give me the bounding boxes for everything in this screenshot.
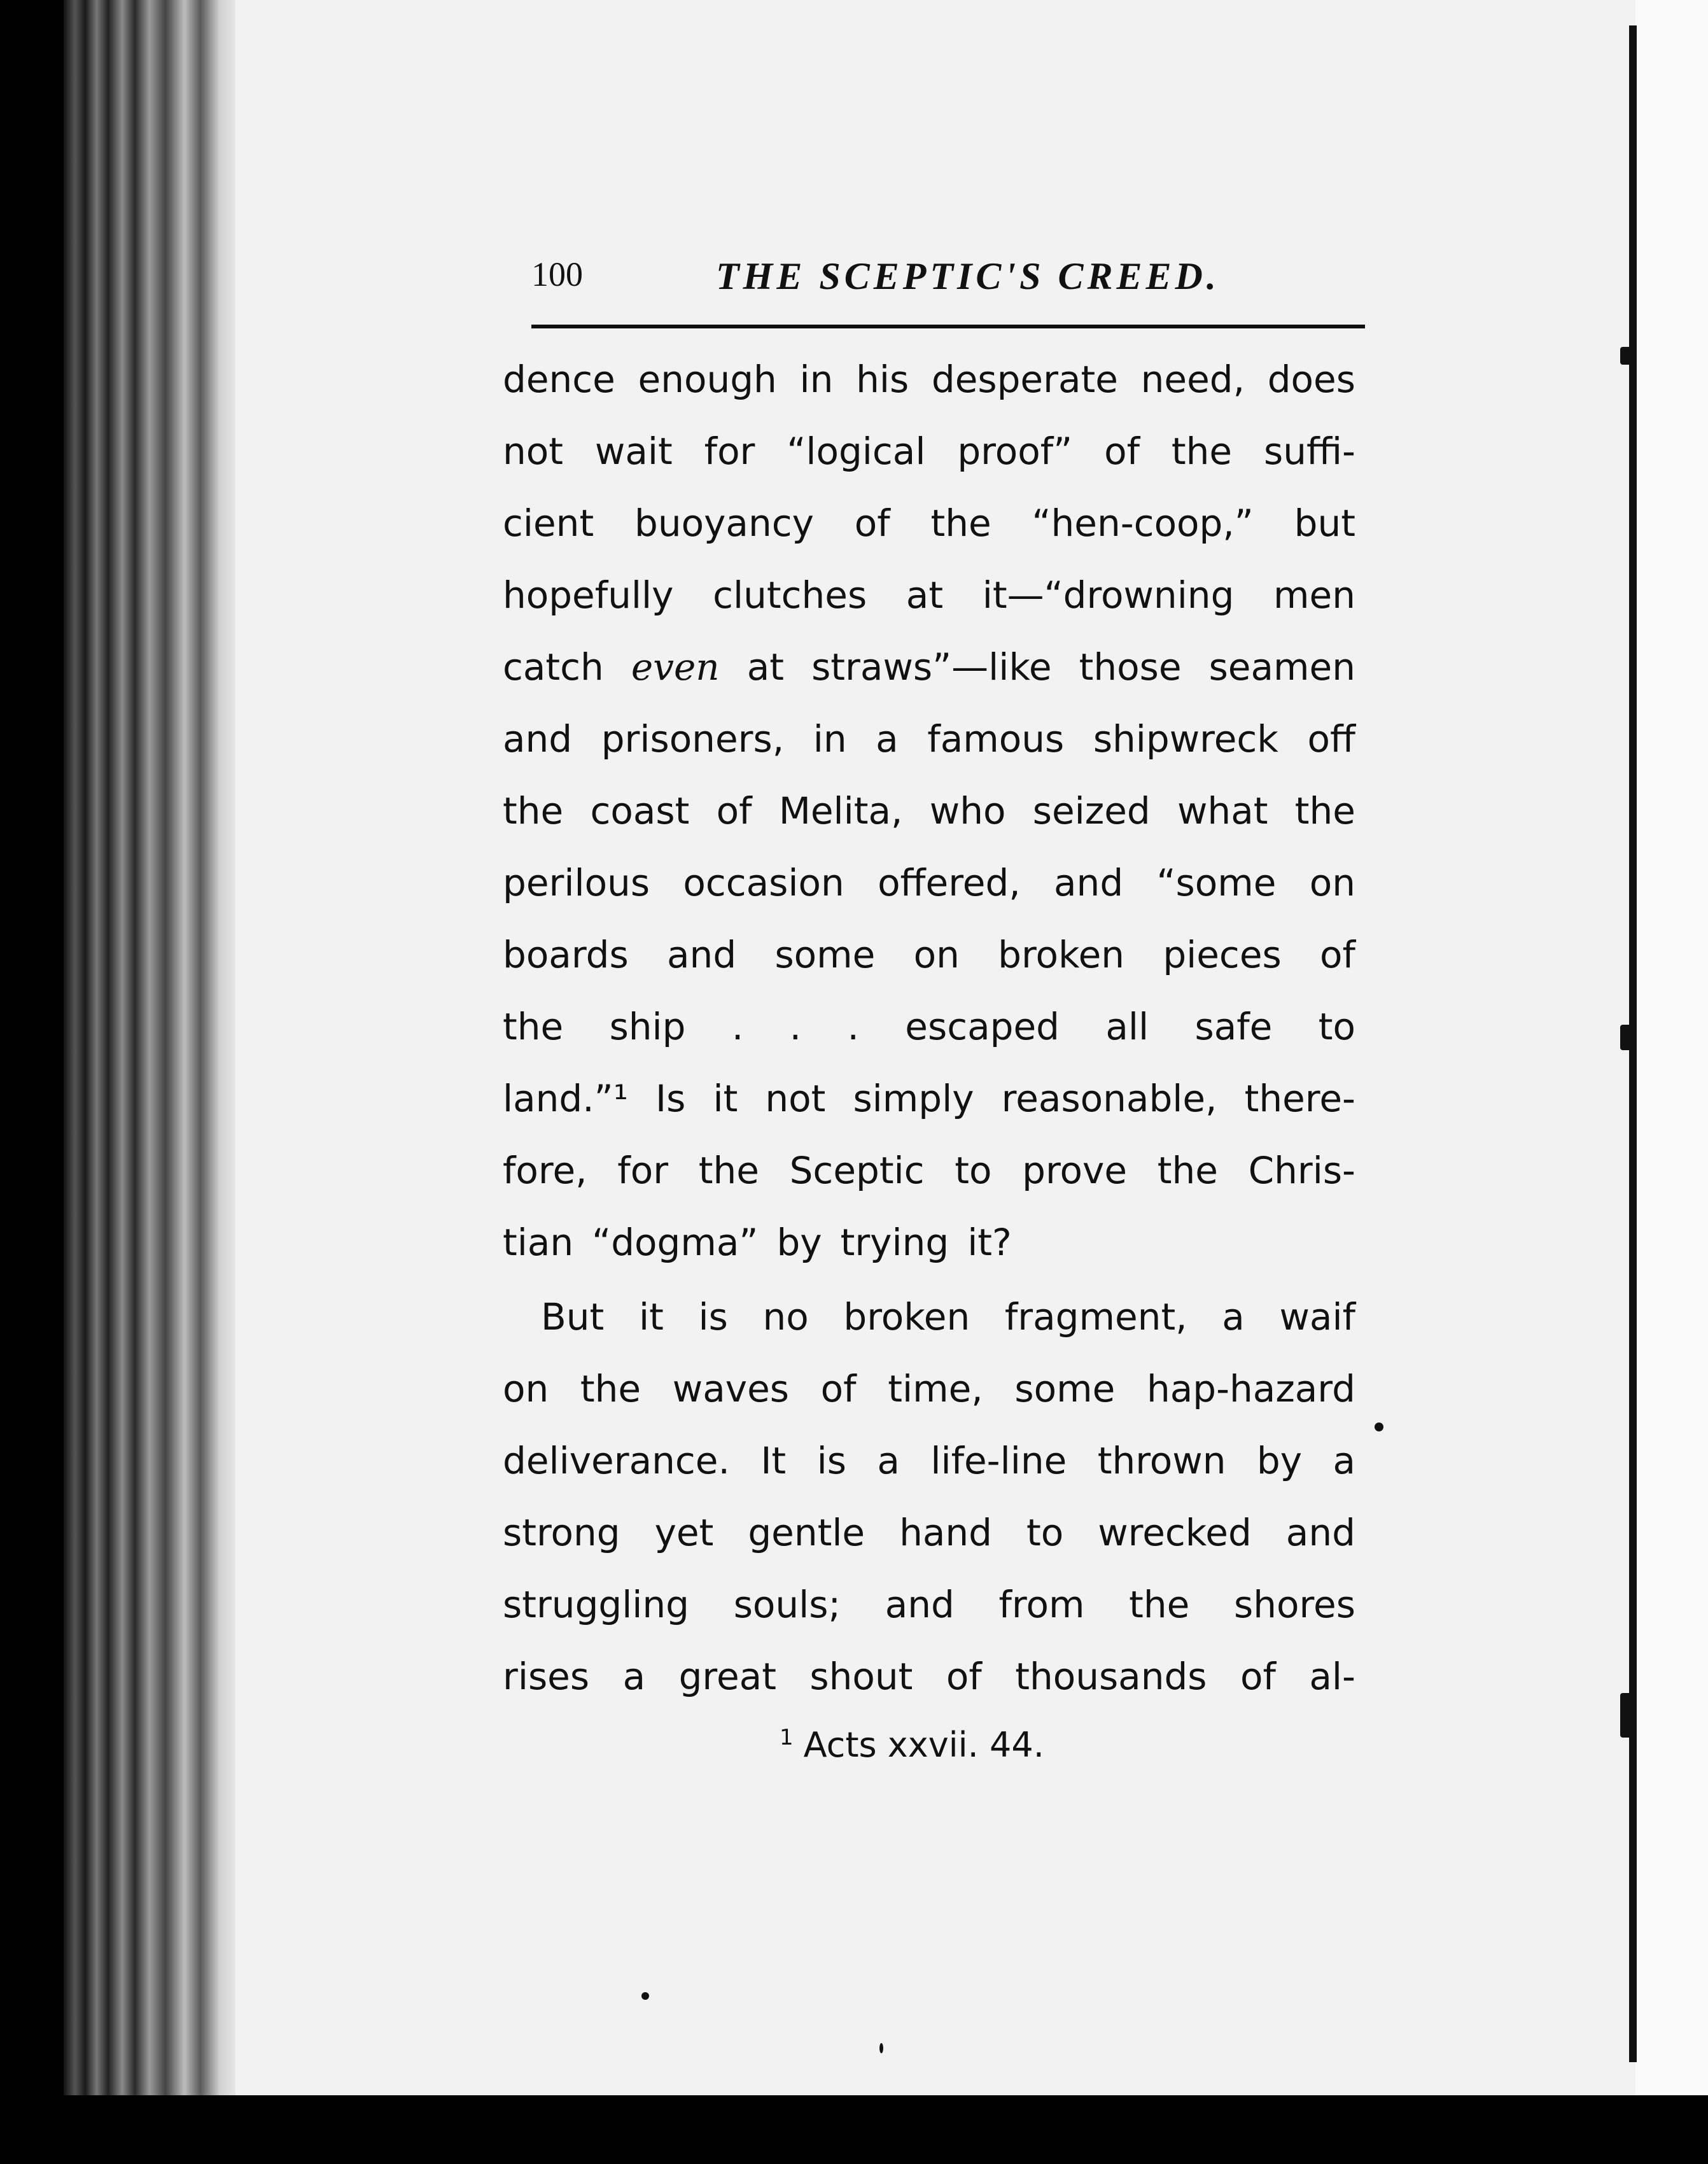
word: waif [1279, 1295, 1355, 1338]
word: But [541, 1295, 605, 1338]
word: trying [840, 1221, 949, 1264]
word: souls; [733, 1583, 841, 1626]
word: fore, [503, 1149, 587, 1192]
word: from [998, 1583, 1085, 1626]
word: “some [1156, 861, 1277, 904]
word: a [1222, 1295, 1245, 1338]
word: the [1157, 1149, 1218, 1192]
word: to [1026, 1511, 1064, 1554]
word: a [622, 1655, 646, 1698]
word: struggling [503, 1583, 690, 1626]
word: great [678, 1655, 776, 1698]
word: broken [998, 933, 1125, 976]
word: thousands [1015, 1655, 1207, 1698]
body-text [503, 344, 1355, 1713]
word: cient [503, 502, 594, 545]
word: of [946, 1655, 982, 1698]
word: men [1273, 573, 1355, 617]
word: . [847, 1005, 859, 1048]
word: his [856, 358, 909, 401]
word: Chris- [1248, 1149, 1355, 1192]
scan-speck [1375, 1423, 1383, 1431]
word: shipwreck [1093, 717, 1278, 761]
word: escaped [905, 1005, 1060, 1048]
word: even [631, 645, 720, 689]
word: simply [853, 1077, 974, 1120]
word: some [1014, 1367, 1116, 1410]
word: prisoners, [601, 717, 785, 761]
text-line [503, 416, 1355, 488]
text-line [503, 703, 1355, 775]
word: pieces [1163, 933, 1282, 976]
word: catch [503, 645, 604, 689]
footnote-text: Acts xxvii. 44. [803, 1725, 1044, 1765]
word: hand [899, 1511, 992, 1554]
book-spine-edge [64, 0, 235, 2164]
word: does [1267, 358, 1355, 401]
scan-speck [879, 2043, 883, 2053]
word: on [913, 933, 960, 976]
scan-speck [1620, 1025, 1634, 1050]
word: enough [638, 358, 777, 401]
word: coast [590, 789, 690, 833]
word: fragment, [1004, 1295, 1187, 1338]
text-line [503, 775, 1355, 847]
word: but [1294, 502, 1355, 545]
word: and [1285, 1511, 1355, 1554]
word: boards [503, 933, 629, 976]
word: prove [1022, 1149, 1128, 1192]
word: of [854, 502, 890, 545]
word: thrown [1097, 1439, 1226, 1482]
text-line [503, 344, 1355, 416]
word: and [885, 1583, 955, 1626]
word: at [746, 645, 785, 689]
scan-speck [641, 1992, 649, 2000]
paragraph-2 [503, 1281, 1355, 1713]
text-line [503, 1425, 1355, 1497]
text-line [503, 847, 1355, 919]
word: in [813, 717, 847, 761]
word: “hen-coop,” [1032, 502, 1254, 545]
word: rises [503, 1655, 590, 1698]
word: shout [809, 1655, 913, 1698]
word: by [776, 1221, 822, 1264]
scan-speck [1620, 1693, 1634, 1738]
word: desperate [931, 358, 1118, 401]
word: perilous [503, 861, 650, 904]
word: it [638, 1295, 664, 1338]
word: buoyancy [634, 502, 814, 545]
word: seamen [1208, 645, 1355, 689]
word: to [1318, 1005, 1355, 1048]
word: “dogma” [592, 1221, 759, 1264]
word: broken [843, 1295, 970, 1338]
word: dence [503, 358, 615, 401]
word: is [698, 1295, 728, 1338]
word: . [789, 1005, 802, 1048]
word: the [1171, 430, 1233, 473]
word: “logical [787, 430, 926, 473]
footnote [780, 1725, 1044, 1765]
word: life-line [930, 1439, 1067, 1482]
word: on [503, 1367, 549, 1410]
word: and [1054, 861, 1124, 904]
word: . [731, 1005, 744, 1048]
word: of [716, 789, 752, 833]
word: on [1309, 861, 1355, 904]
word: Melita, [778, 789, 903, 833]
word: deliverance. [503, 1439, 730, 1482]
word: suffi- [1263, 430, 1355, 473]
page-header [531, 255, 1365, 318]
word: it [713, 1077, 738, 1120]
word: Sceptic [789, 1149, 925, 1192]
word: there- [1244, 1077, 1355, 1120]
text-line [503, 488, 1355, 559]
word: some [774, 933, 876, 976]
word: the [698, 1149, 759, 1192]
word: in [799, 358, 834, 401]
running-title: THE SCEPTIC'S CREED. [716, 255, 1220, 297]
text-line [503, 1641, 1355, 1713]
text-line [503, 1207, 1355, 1279]
word: reasonable, [1001, 1077, 1217, 1120]
word: no [762, 1295, 809, 1338]
text-line [503, 1569, 1355, 1641]
word: what [1177, 789, 1268, 833]
word: waves [672, 1367, 789, 1410]
word: seized [1032, 789, 1151, 833]
word: those [1079, 645, 1182, 689]
word: the [930, 502, 991, 545]
word: of [1320, 933, 1355, 976]
word: for [617, 1149, 669, 1192]
word: the [503, 1005, 564, 1048]
header-rule [531, 325, 1365, 328]
text-line [503, 1353, 1355, 1425]
scan-speck [1620, 347, 1634, 365]
text-line [503, 559, 1355, 631]
word: al- [1309, 1655, 1355, 1698]
text-line [503, 631, 1355, 703]
word: need, [1140, 358, 1245, 401]
word: a [1333, 1439, 1355, 1482]
word: land.”¹ [503, 1077, 628, 1120]
word: of [1104, 430, 1140, 473]
word: tian [503, 1221, 574, 1264]
word: at [906, 573, 944, 617]
word: a [876, 717, 899, 761]
word: off [1307, 717, 1355, 761]
word: proof” [957, 430, 1073, 473]
word: straws”—like [811, 645, 1052, 689]
word: the [1294, 789, 1355, 833]
word: wrecked [1098, 1511, 1252, 1554]
word: shores [1234, 1583, 1355, 1626]
word: the [1129, 1583, 1190, 1626]
word: Is [655, 1077, 686, 1120]
word: strong [503, 1511, 620, 1554]
word: gentle [748, 1511, 865, 1554]
word: hopefully [503, 573, 674, 617]
paragraph-1 [503, 344, 1355, 1279]
text-line [503, 1497, 1355, 1569]
text-line [503, 1063, 1355, 1135]
word: it? [967, 1221, 1012, 1264]
word: the [580, 1367, 641, 1410]
word: hap-hazard [1146, 1367, 1355, 1410]
word: wait [594, 430, 673, 473]
scan-border-bottom [0, 2095, 1708, 2164]
word: by [1256, 1439, 1303, 1482]
page-number: 100 [531, 255, 583, 293]
facing-page-edge [1635, 0, 1708, 2095]
word: of [1240, 1655, 1276, 1698]
word: and [503, 717, 573, 761]
word: is [816, 1439, 846, 1482]
text-line [503, 919, 1355, 991]
word: famous [927, 717, 1065, 761]
text-line [503, 1135, 1355, 1207]
word: to [955, 1149, 992, 1192]
word: occasion [683, 861, 844, 904]
word: safe [1194, 1005, 1273, 1048]
word: and [667, 933, 737, 976]
word: who [929, 789, 1006, 833]
word: offered, [878, 861, 1021, 904]
word: clutches [713, 573, 867, 617]
word: not [765, 1077, 826, 1120]
word: the [503, 789, 564, 833]
word: it—“drowning [982, 573, 1235, 617]
word: It [760, 1439, 787, 1482]
footnote-marker: 1 [780, 1725, 794, 1750]
word: yet [654, 1511, 714, 1554]
word: all [1105, 1005, 1149, 1048]
text-line [503, 991, 1355, 1063]
word: a [877, 1439, 900, 1482]
word: ship [609, 1005, 686, 1048]
word: not [503, 430, 563, 473]
word: of [820, 1367, 857, 1410]
word: for [704, 430, 755, 473]
word: time, [888, 1367, 983, 1410]
text-line [503, 1281, 1355, 1353]
